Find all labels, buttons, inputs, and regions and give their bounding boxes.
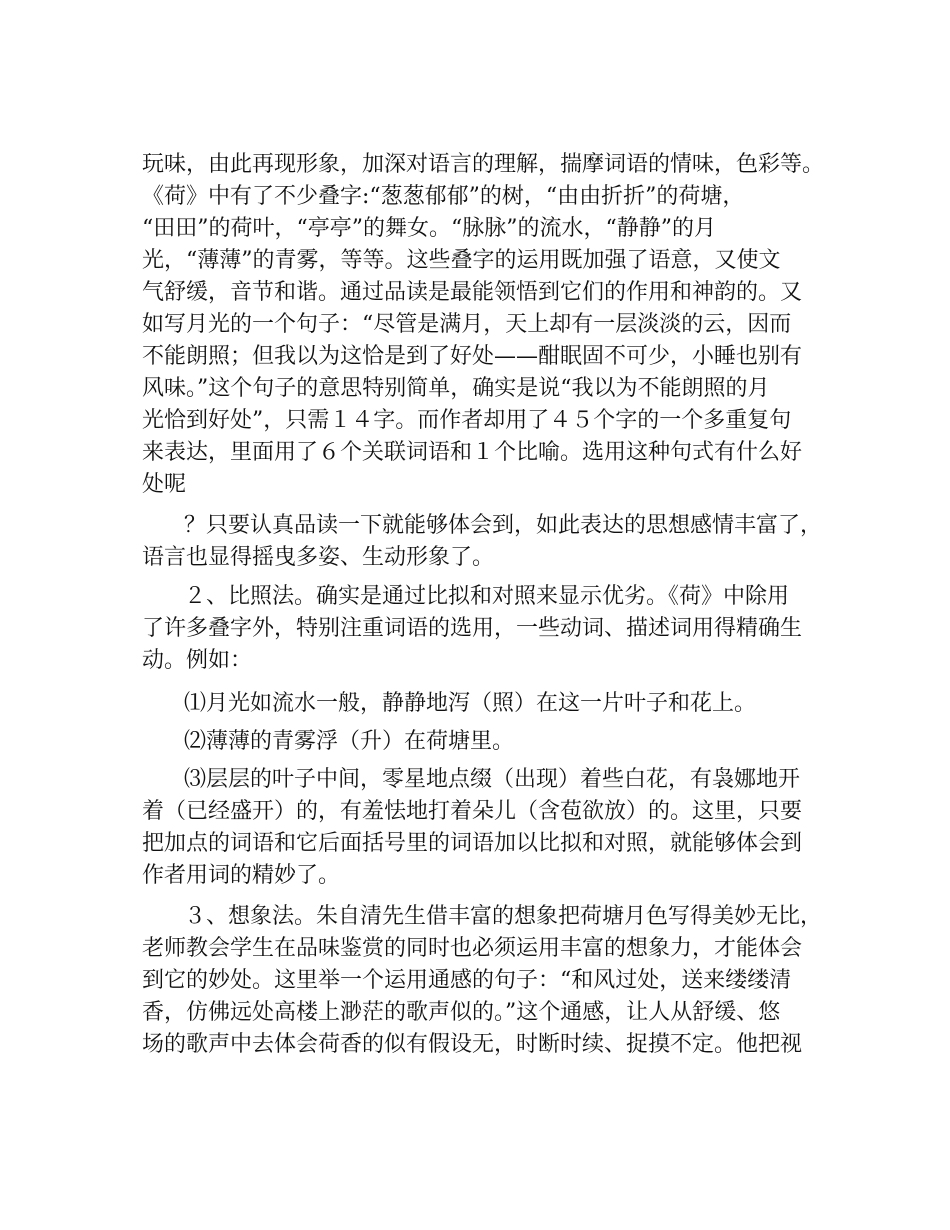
text-line: “田田”的荷叶，“亭亭”的舞女。“脉脉”的流水，“静静”的月 xyxy=(142,216,716,241)
text-line: 着（已经盛开）的，有羞怯地打着朵儿（含苞欲放）的。这里，只要 xyxy=(142,799,803,824)
text-line: 玩味，由此再现形象，加深对语言的理解，揣摩词语的情味，色彩等。 xyxy=(142,152,825,177)
text-line: ？只要认真品读一下就能够体会到，如此表达的思想感情丰富了， xyxy=(184,513,823,538)
text-line: 把加点的词语和它后面括号里的词语加以比拟和对照，就能够体会到 xyxy=(142,831,803,856)
text-line: 如写月光的一个句子：“尽管是满月，天上却有一层淡淡的云，因而 xyxy=(142,312,792,337)
text-line: ⑶层层的叶子中间，零星地点缀（出现）着些白花，有袅娜地开 xyxy=(184,767,801,792)
text-line: 场的歌声中去体会荷香的似有假设无，时断时续、捉摸不定。他把视 xyxy=(142,1032,803,1057)
text-line: 处呢 xyxy=(142,472,187,497)
text-line: 动。例如： xyxy=(142,648,253,673)
text-line: 香，仿佛远处高楼上渺茫的歌声似的。”这个通感，让人从舒缓、悠 xyxy=(142,1000,781,1025)
text-line: ２、比照法。确实是通过比拟和对照来显示优劣。《荷》中除用 xyxy=(184,584,790,609)
text-line: 语言也显得摇曳多姿、生动形象了。 xyxy=(142,545,495,570)
text-line: 到它的妙处。这里举一个运用通感的句子：“和风过处，送来缕缕清 xyxy=(142,968,792,993)
text-line: 作者用词的精妙了。 xyxy=(142,863,341,888)
text-line: 来表达，里面用了６个关联词语和１个比喻。选用这种句式有什么好 xyxy=(142,440,803,465)
text-line: 老师教会学生在品味鉴赏的同时也必须运用丰富的想象力，才能体会 xyxy=(142,936,803,961)
text-line: 光恰到好处”，只需１４字。而作者却用了４５个字的一个多重复句 xyxy=(142,408,792,433)
text-line: 风味。”这个句子的意思特别简单，确实是说“我以为不能朗照的月 xyxy=(142,376,770,401)
text-line: ⑵薄薄的青雾浮（升）在荷塘里。 xyxy=(184,729,515,754)
text-line: 不能朗照；但我以为这恰是到了好处——酣眠固不可少，小睡也别有 xyxy=(142,344,803,369)
text-line: ⑴月光如流水一般，静静地泻（照）在这一片叶子和花上。 xyxy=(184,691,757,716)
text-line: ３、想象法。朱自清先生借丰富的想象把荷塘月色写得美妙无比， xyxy=(184,904,823,929)
text-line: 了许多叠字外，特别注重词语的选用，一些动词、描述词用得精确生 xyxy=(142,616,803,641)
text-line: 《荷》中有了不少叠字:“葱葱郁郁”的树，“由由折折”的荷塘， xyxy=(142,184,745,209)
text-line: 光，“薄薄”的青雾，等等。这些叠字的运用既加强了语意，又使文 xyxy=(142,248,781,273)
text-line: 气舒缓，音节和谐。通过品读是最能领悟到它们的作用和神韵的。又 xyxy=(142,280,803,305)
